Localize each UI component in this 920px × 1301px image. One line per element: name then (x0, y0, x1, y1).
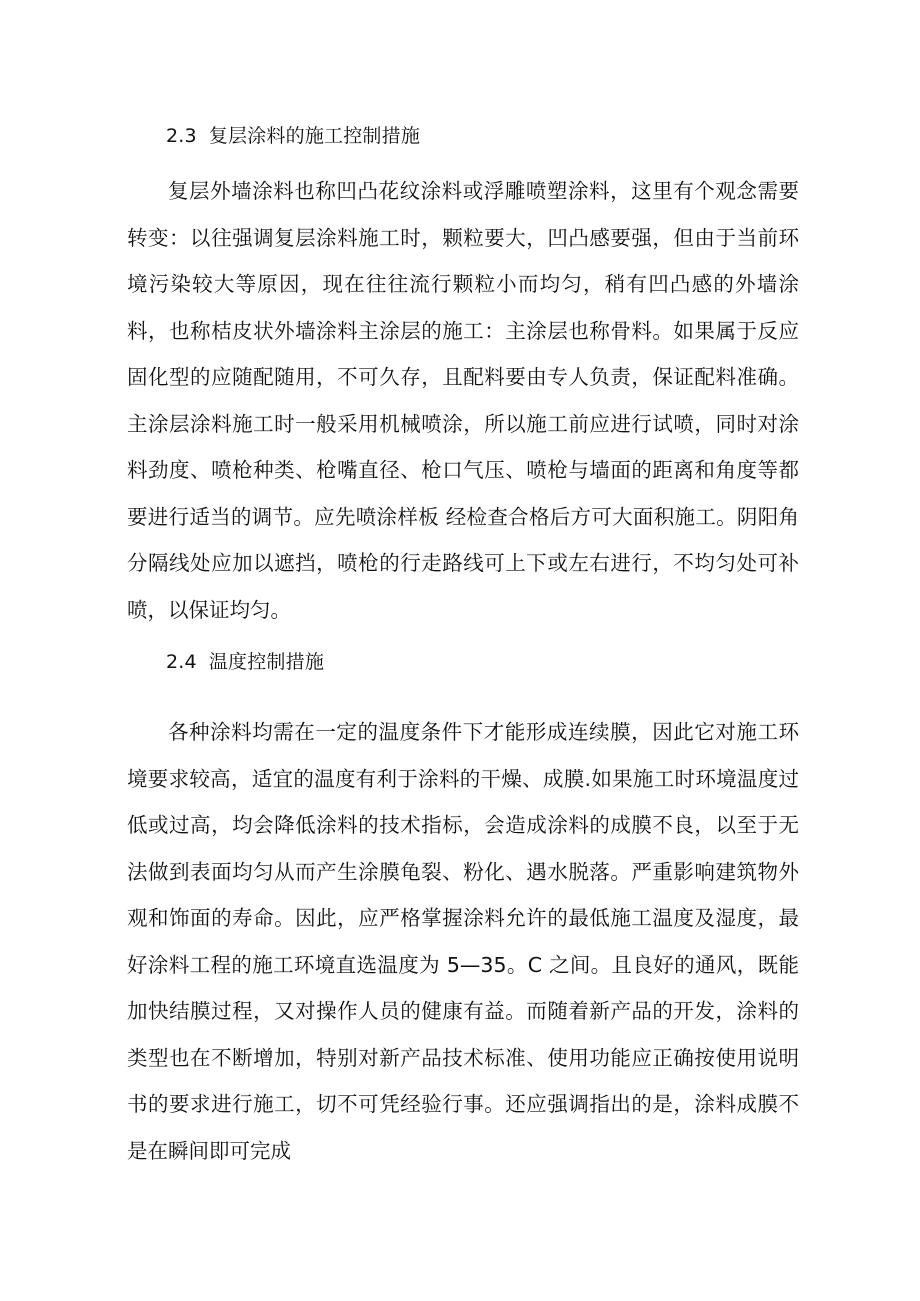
section-paragraph-2-3: 复层外墙涂料也称凹凸花纹涂料或浮雕喷塑涂料，这里有个观念需要转变：以往强调复层涂料施工时，颗粒要大，凹凸感要强，但由于当前环境污染较大等原因，现在往往流行颗粒小而均匀，稍有凹凸感的外墙涂料，也称桔皮状外墙涂料主涂层的施工：主涂层也称骨料。如果属于反应固化型的应随配随用，不可久存，且配料要由专人负责，保证配料准确。主涂层涂料施工时一般采用机械喷涂，所以施工前应进行试喷，同时对涂料劲度、喷枪种类、枪嘴直径、枪口气压、喷枪与墙面的距离和角度等都要进行适当的调节。应先喷涂样板 经检查合格后方可大面积施工。阴阳角分隔线处应加以遮挡，喷枪的行走路线可上下或左右进行，不均匀处可补喷，以保证均匀。 (127, 179, 799, 622)
section-number: 2.3 (166, 125, 197, 147)
section-number: 2.4 (166, 651, 197, 673)
section-paragraph-2-4: 各种涂料均需在一定的温度条件下才能形成连续膜，因此它对施工环境要求较高，适宜的温度有利于涂料的干燥、成膜.如果施工时环境温度过低或过高，均会降低涂料的技术指标，会造成涂料的成膜不良，以至于无法做到表面均匀从而产生涂膜龟裂、粉化、遇水脱落。严重影响建筑物外观和饰面的寿命。因此，应严格掌握涂料允许的最低施工温度及湿度，最好涂料工程的施工环境直选温度为 5—35。C 之间。且良好的通风，既能加快结膜过程，又对操作人员的健康有益。而随着新产品的开发，涂料的类型也在不断增加，特别对新产品技术标准、使用功能应正确按使用说明书的要求进行施工，切不可凭经验行事。还应强调指出的是，涂料成膜不是在瞬间即可完成 (127, 720, 799, 1163)
section-heading-2-3 (166, 124, 420, 148)
section-title: 温度控制措施 (208, 651, 325, 673)
section-heading-2-4 (166, 650, 324, 674)
section-title: 复层涂料的施工控制措施 (208, 125, 421, 147)
